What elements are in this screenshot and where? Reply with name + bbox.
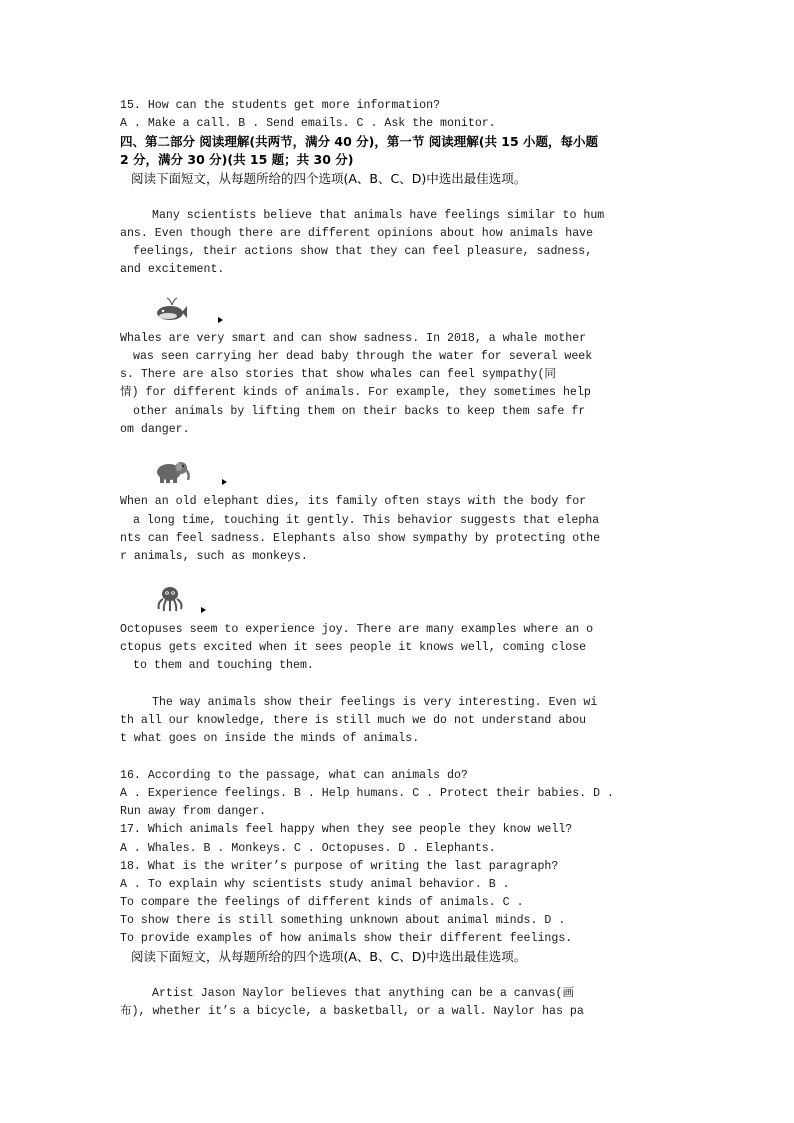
intro-line-4: and excitement. bbox=[120, 263, 225, 276]
q18-option-d: To provide examples of how animals show their different feelings. bbox=[120, 932, 573, 945]
arrow-icon bbox=[201, 607, 206, 613]
q17-question: 17. Which animals feel happy when they see people they know well? bbox=[120, 823, 573, 836]
octopuses-line-2: ctopus gets excited when it sees people it knows well, coming close bbox=[120, 641, 587, 654]
section-instruction: 阅读下面短文，从每题所给的四个选项(A、B、C、D)中选出最佳选项。 bbox=[131, 171, 527, 186]
section-instruction-2: 阅读下面短文，从每题所给的四个选项(A、B、C、D)中选出最佳选项。 bbox=[131, 949, 527, 964]
intro-line-2: ans. Even though there are different opinions about how animals have bbox=[120, 227, 594, 240]
whales-line-1: Whales are very smart and can show sadness. In 2018, a whale mother bbox=[120, 332, 587, 345]
octopuses-line-3: to them and touching them. bbox=[133, 659, 314, 672]
arrow-icon bbox=[222, 479, 227, 485]
arrow-icon bbox=[218, 317, 223, 323]
intro-line-3: feelings, their actions show that they can feel pleasure, sadness, bbox=[133, 245, 593, 258]
elephant-icon bbox=[154, 458, 192, 484]
whales-line-2: was seen carrying her dead baby through the water for several week bbox=[133, 350, 593, 363]
elephants-line-3: nts can feel sadness. Elephants also show sympathy by protecting othe bbox=[120, 532, 601, 545]
intro-line-1: Many scientists believe that animals have feelings similar to hum bbox=[152, 209, 605, 222]
q17-options: A . Whales. B . Monkeys. C . Octopuses. D . Elephants. bbox=[120, 842, 496, 855]
whales-line-5: other animals by lifting them on their backs to keep them safe fr bbox=[133, 405, 586, 418]
passage2-line-2: 布), whether it’s a bicycle, a basketball, or a wall. Naylor has pa bbox=[120, 1005, 584, 1018]
q18-option-c: To show there is still something unknown about animal minds. D . bbox=[120, 914, 566, 927]
q15-options: A . Make a call. B . Send emails. C . Ask the monitor. bbox=[120, 117, 496, 130]
q16-options-2: Run away from danger. bbox=[120, 805, 267, 818]
q18-question: 18. What is the writer’s purpose of writing the last paragraph? bbox=[120, 860, 559, 873]
q16-options-1: A . Experience feelings. B . Help humans. C . Protect their babies. D . bbox=[120, 787, 614, 800]
closing-line-2: th all our knowledge, there is still much we do not understand abou bbox=[120, 714, 587, 727]
closing-line-1: The way animals show their feelings is very interesting. Even wi bbox=[152, 696, 598, 709]
section-header-line2: 2 分，满分 30 分)(共 15 题；共 30 分) bbox=[120, 152, 354, 167]
whales-line-4: 情) for different kinds of animals. For example, they sometimes help bbox=[120, 386, 591, 399]
elephants-line-2: a long time, touching it gently. This behavior suggests that elepha bbox=[133, 514, 600, 527]
whales-line-6: om danger. bbox=[120, 423, 190, 436]
q18-option-b: To compare the feelings of different kinds of animals. C . bbox=[120, 896, 524, 909]
elephants-line-4: r animals, such as monkeys. bbox=[120, 550, 308, 563]
section-header-line1: 四、第二部分 阅读理解(共两节，满分 40 分)，第一节 阅读理解(共 15 小题，每小题 bbox=[120, 134, 599, 149]
closing-line-3: t what goes on inside the minds of animals. bbox=[120, 732, 420, 745]
octopus-icon bbox=[154, 585, 186, 613]
whales-line-3: s. There are also stories that show whales can feel sympathy(同 bbox=[120, 368, 556, 381]
q18-option-a: A . To explain why scientists study animal behavior. B . bbox=[120, 878, 510, 891]
whale-icon bbox=[154, 296, 188, 322]
elephants-line-1: When an old elephant dies, its family often stays with the body for bbox=[120, 495, 587, 508]
octopuses-line-1: Octopuses seem to experience joy. There are many examples where an o bbox=[120, 623, 594, 636]
q16-question: 16. According to the passage, what can animals do? bbox=[120, 769, 468, 782]
q15-question: 15. How can the students get more information? bbox=[120, 99, 441, 112]
passage2-line-1: Artist Jason Naylor believes that anything can be a canvas(画 bbox=[152, 987, 575, 1000]
